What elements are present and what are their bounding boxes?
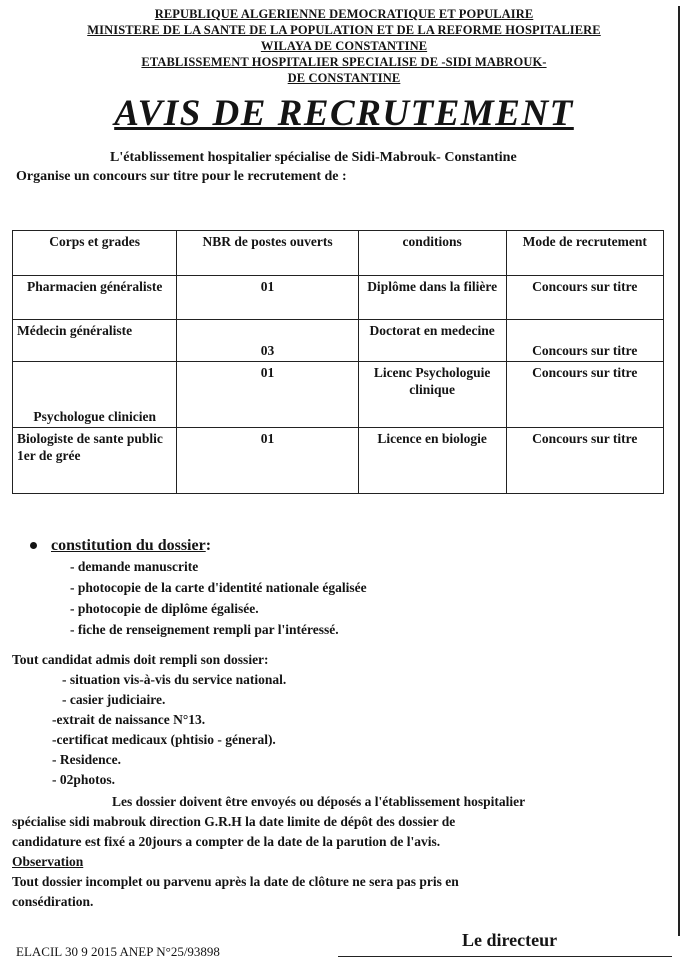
cell-grade: Biologiste de sante public 1er de grée: [13, 428, 177, 494]
paragraph-line: Les dossier doivent être envoyés ou déposés a l'établissement hospitalier: [112, 794, 526, 809]
header-line-3: WILAYA DE CONSTANTINE: [260, 39, 428, 53]
dossier-heading: [30, 535, 367, 556]
header-line-4: ETABLISSEMENT HOSPITALIER SPECIALISE DE -SIDI MABROUK-: [141, 55, 547, 69]
list-item: - situation vis-à-vis du service national.: [62, 672, 287, 687]
cell-mode: Concours sur titre: [506, 362, 664, 428]
cell-postes: 01: [177, 276, 358, 320]
cell-grade: Psychologue clinicien: [13, 362, 177, 428]
cell-grade: Pharmacien généraliste: [13, 276, 177, 320]
header-line-5: DE CONSTANTINE: [287, 71, 401, 85]
bullet-icon: [30, 542, 37, 549]
cell-conditions: Licenc Psychologuie clinique: [358, 362, 506, 428]
intro: [10, 148, 678, 186]
footer-divider: [338, 956, 672, 957]
header-block: [10, 6, 678, 86]
cell-mode: Concours sur titre: [506, 428, 664, 494]
col-header-postes: NBR de postes ouverts: [177, 231, 358, 276]
cell-postes: 01: [177, 428, 358, 494]
list-item: - photocopie de diplôme égalisée.: [70, 601, 259, 616]
list-item: - demande manuscrite: [70, 559, 199, 574]
paragraph-line: spécialise sidi mabrouk direction G.R.H la date limite de dépôt des dossier de: [12, 814, 456, 829]
intro-line-1: L'établissement hospitalier spécialise de Sidi-Mabrouk- Constantine: [110, 150, 517, 165]
paragraph-line: candidature est fixé a 20jours a compter de la date de la parution de l'avis.: [12, 834, 441, 849]
cell-postes: 01: [177, 362, 358, 428]
list-item: - fiche de renseignement rempli par l'intéressé.: [70, 622, 339, 637]
observation-title: Observation: [12, 854, 84, 869]
table-row: [13, 320, 664, 362]
signature: Le directeur: [462, 930, 558, 950]
cell-conditions: Diplôme dans la filière: [358, 276, 506, 320]
cell-mode: Concours sur titre: [506, 276, 664, 320]
list-item: -extrait de naissance N°13.: [52, 712, 206, 727]
admis-items: [12, 670, 662, 790]
dossier-heading-colon: :: [205, 537, 212, 554]
col-header-mode: Mode de recrutement: [506, 231, 664, 276]
table-header-row: [13, 231, 664, 276]
deadline-paragraph: [12, 792, 662, 852]
cell-postes: 03: [177, 320, 358, 362]
table-row: [13, 428, 664, 494]
observation-line: consédiration.: [12, 894, 94, 909]
cell-conditions: Licence en biologie: [358, 428, 506, 494]
observation-line: Tout dossier incomplet ou parvenu après la date de clôture ne sera pas pris en: [12, 874, 459, 889]
list-item: - photocopie de la carte d'identité nationale égalisée: [70, 580, 367, 595]
intro-line-2: Organise un concours sur titre pour le recrutement de :: [16, 169, 347, 184]
table-row: [13, 276, 664, 320]
footer-reference: ELACIL 30 9 2015 ANEP N°25/93898: [16, 944, 220, 959]
list-item: - 02photos.: [52, 772, 116, 787]
dossier-items: [30, 556, 367, 640]
list-item: -certificat medicaux (phtisio - géneral).: [52, 732, 276, 747]
dossier-heading-label: constitution du dossier: [51, 537, 206, 554]
col-header-conditions: conditions: [358, 231, 506, 276]
recruitment-table: [12, 230, 664, 494]
cell-mode: Concours sur titre: [506, 320, 664, 362]
dossier-section: [30, 535, 367, 640]
page-title: AVIS DE RECRUTEMENT: [114, 93, 574, 134]
list-item: - casier judiciaire.: [62, 692, 166, 707]
admis-section: [12, 650, 662, 912]
header-line-2: MINISTERE DE LA SANTE DE LA POPULATION ET DE LA REFORME HOSPITALIERE: [87, 23, 601, 37]
cell-grade: Médecin généraliste: [13, 320, 177, 362]
cell-conditions: Doctorat en medecine: [358, 320, 506, 362]
list-item: - Residence.: [52, 752, 121, 767]
col-header-grades: Corps et grades: [13, 231, 177, 276]
table-row: [13, 362, 664, 428]
admis-title: Tout candidat admis doit rempli son dossier:: [12, 652, 269, 667]
header-line-1: REPUBLIQUE ALGERIENNE DEMOCRATIQUE ET POPULAIRE: [154, 7, 534, 21]
